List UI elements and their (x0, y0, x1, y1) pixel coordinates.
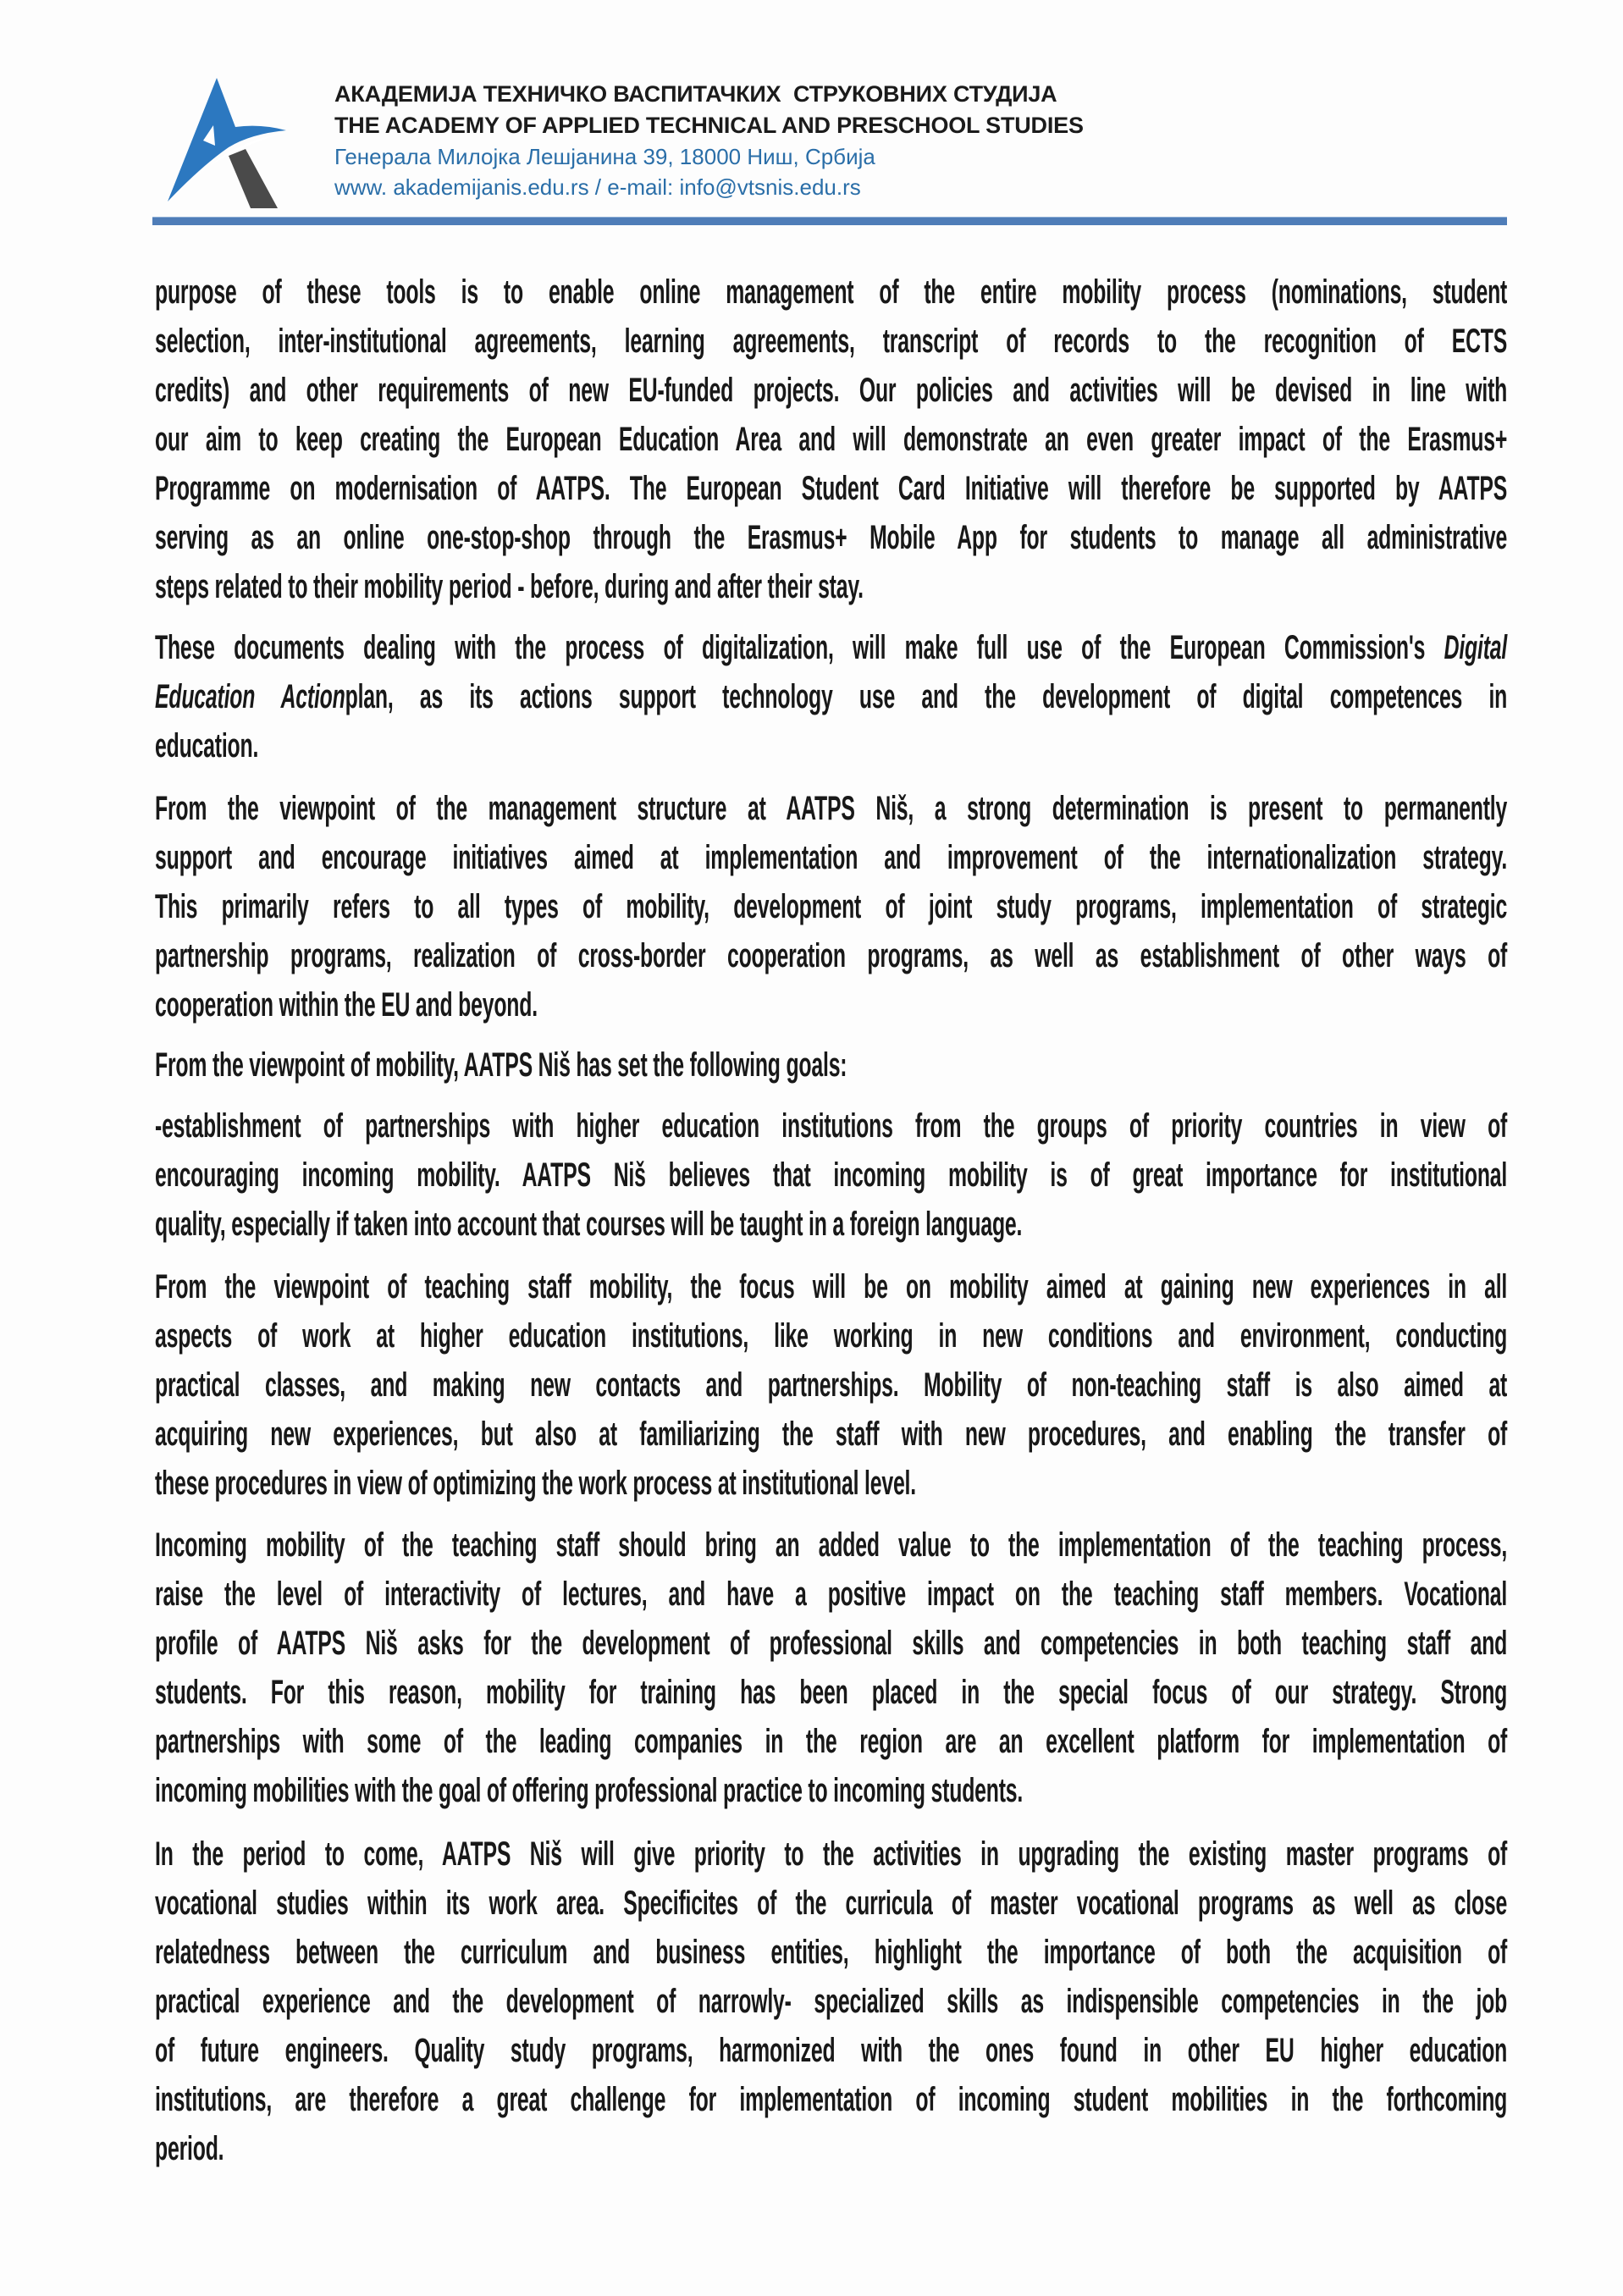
text-line-content: our aim to keep creating the European Education Area and will demonstrate an even greater impact of the Erasmus+ (155, 421, 1508, 458)
text-line-content: education. (155, 727, 259, 764)
text-line (155, 562, 1507, 611)
institution-address: Генерала Милојка Лешјанина 39, 18000 Ниш, Србија (334, 144, 875, 169)
text-line-content: In the period to come, AATPS Niš will give priority to the activities in upgrading the existing master programs of (155, 1835, 1508, 1873)
text-line (155, 1151, 1507, 1200)
text-line (155, 366, 1507, 415)
institution-name-english: THE ACADEMY OF APPLIED TECHNICAL AND PRESCHOOL STUDIES (334, 113, 1084, 138)
text-line (155, 513, 1507, 562)
text-line-content: vocational studies within its work area. Specificites of the curricula of master vocational programs as well as close (155, 1885, 1508, 1922)
text-line (155, 2124, 1507, 2173)
text-line (155, 672, 1507, 721)
text-line-content: From the viewpoint of mobility, AATPS Niš has set the following goals: (155, 1046, 847, 1084)
text-line-content (155, 672, 1507, 721)
text-line-content: credits) and other requirements of new EU-funded projects. Our policies and activities will be devised in line with (155, 372, 1508, 409)
text-line (155, 1360, 1507, 1410)
text-line (155, 1619, 1507, 1668)
text-line (155, 2075, 1507, 2124)
text-line-content: partnerships with some of the leading companies in the region are an excellent platform for implementation of (155, 1723, 1508, 1760)
text-line (155, 1977, 1507, 2026)
text-line-content: these procedures in view of optimizing the work process at institutional level. (155, 1465, 916, 1502)
text-line (155, 415, 1507, 464)
text-line-content: Incoming mobility of the teaching staff should bring an added value to the implementation of the teaching process, (155, 1526, 1508, 1564)
text-line (155, 1766, 1507, 1815)
text-line (155, 1570, 1507, 1619)
text-line-content: From the viewpoint of teaching staff mobility, the focus will be on mobility aimed at gaining new experiences in all (155, 1268, 1508, 1305)
text-line-content: acquiring new experiences, but also at familiarizing the staff with new procedures, and enabling the transfer of (155, 1416, 1508, 1453)
text-line-content: relatedness between the curriculum and business entities, highlight the importance of both the acquisition of (155, 1934, 1508, 1971)
header-divider (152, 217, 1507, 225)
text-line-content: quality, especially if taken into account that courses will be taught in a foreign language. (155, 1206, 1023, 1243)
text-line-content: students. For this reason, mobility for training has been placed in the special focus of our strategy. Strong (155, 1674, 1508, 1711)
paragraph-mobility-goals-intro (155, 1040, 1507, 1090)
text-line-content: steps related to their mobility period - before, during and after their stay. (155, 568, 864, 605)
paragraph-digitalization (155, 623, 1507, 770)
text-line-content: From the viewpoint of the management structure at AATPS Niš, a strong determination is present to permanently (155, 790, 1508, 827)
text-line-content: purpose of these tools is to enable online management of the entire mobility process (nominations, student (155, 273, 1508, 311)
text-line (155, 2026, 1507, 2075)
text-line-content: raise the level of interactivity of lectures, and have a positive impact on the teaching staff members. Vocational (155, 1576, 1508, 1613)
text-line (155, 1459, 1507, 1508)
text-line (155, 833, 1507, 882)
text-line-content: of future engineers. Quality study programs, harmonized with the ones found in other EU higher education (155, 2032, 1508, 2069)
text-line (155, 623, 1507, 672)
text-line (155, 1311, 1507, 1360)
text-line-content: plan, as its actions support technology use and the development of digital competences in (345, 678, 1508, 715)
text-line (155, 1668, 1507, 1717)
text-line (155, 784, 1507, 833)
text-line-content: selection, inter-institutional agreements, learning agreements, transcript of records to the recognition of ECTS (155, 323, 1508, 360)
text-line-content: serving as an online one-stop-shop through the Erasmus+ Mobile App for students to manage all administrative (155, 519, 1508, 556)
text-line (155, 317, 1507, 366)
text-line (155, 268, 1507, 317)
institution-contact: www. akademijanis.edu.rs / e-mail: info@vtsnis.edu.rs (334, 174, 861, 200)
academy-a-logo-icon (151, 75, 320, 218)
text-line-content: profile of AATPS Niš asks for the development of professional skills and competencies in both teaching staff and (155, 1625, 1508, 1662)
text-line (155, 1410, 1507, 1459)
text-line (155, 1521, 1507, 1570)
italic-education-action: Education Action (155, 678, 345, 715)
paragraph-partnerships-goal (155, 1101, 1507, 1249)
paragraph-master-programs (155, 1830, 1507, 2173)
text-line-content: This primarily refers to all types of mobility, development of joint study programs, implementation of strategic (155, 888, 1508, 925)
text-line (155, 464, 1507, 513)
text-line (155, 721, 1507, 770)
text-line-content: Programme on modernisation of AATPS. The European Student Card Initiative will therefore be supported by AATPS (155, 470, 1508, 507)
text-line-content: -establishment of partnerships with higher education institutions from the groups of priority countries in view of (155, 1107, 1508, 1145)
text-line (155, 1262, 1507, 1311)
text-line (155, 882, 1507, 931)
text-line-content: These documents dealing with the process of digitalization, will make full use of the European Commission's (155, 629, 1426, 666)
institution-name-cyrillic: АКАДЕМИЈА ТЕХНИЧКО ВАСПИТАЧКИХ СТРУКОВНИХ СТУДИЈА (334, 81, 1057, 107)
text-line-content: support and encourage initiatives aimed at implementation and improvement of the internationalization strategy. (155, 839, 1508, 876)
text-line-content: encouraging incoming mobility. AATPS Niš believes that incoming mobility is of great importance for institutional (155, 1156, 1508, 1194)
text-line (155, 980, 1507, 1029)
text-line (155, 1830, 1507, 1879)
text-line (155, 1101, 1507, 1151)
paragraph-incoming-teaching-mobility (155, 1521, 1507, 1815)
paragraph-erasmus-tools (155, 268, 1507, 611)
text-line (155, 1200, 1507, 1249)
text-line-content (155, 623, 1507, 672)
text-line (155, 1717, 1507, 1766)
paragraph-management-structure (155, 784, 1507, 1029)
text-line (155, 931, 1507, 980)
text-line (155, 1879, 1507, 1928)
text-line-content: partnership programs, realization of cross-border cooperation programs, as well as establishment of other ways of (155, 937, 1508, 974)
text-line-content: cooperation within the EU and beyond. (155, 986, 538, 1024)
text-line (155, 1040, 1507, 1090)
text-line-content: institutions, are therefore a great challenge for implementation of incoming student mobilities in the forthcoming (155, 2081, 1508, 2118)
text-line-content: incoming mobilities with the goal of offering professional practice to incoming students. (155, 1772, 1024, 1809)
text-line-content: practical classes, and making new contacts and partnerships. Mobility of non-teaching staff is also aimed at (155, 1366, 1508, 1404)
text-line (155, 1928, 1507, 1977)
text-line-content: aspects of work at higher education institutions, like working in new conditions and environment, conducting (155, 1317, 1508, 1355)
paragraph-teaching-staff-mobility (155, 1262, 1507, 1508)
text-line-content: period. (155, 2130, 224, 2167)
italic-digital: Digital (1444, 629, 1508, 666)
text-line-content: practical experience and the development of narrowly- specialized skills as indispensible competencies in the job (155, 1983, 1508, 2020)
